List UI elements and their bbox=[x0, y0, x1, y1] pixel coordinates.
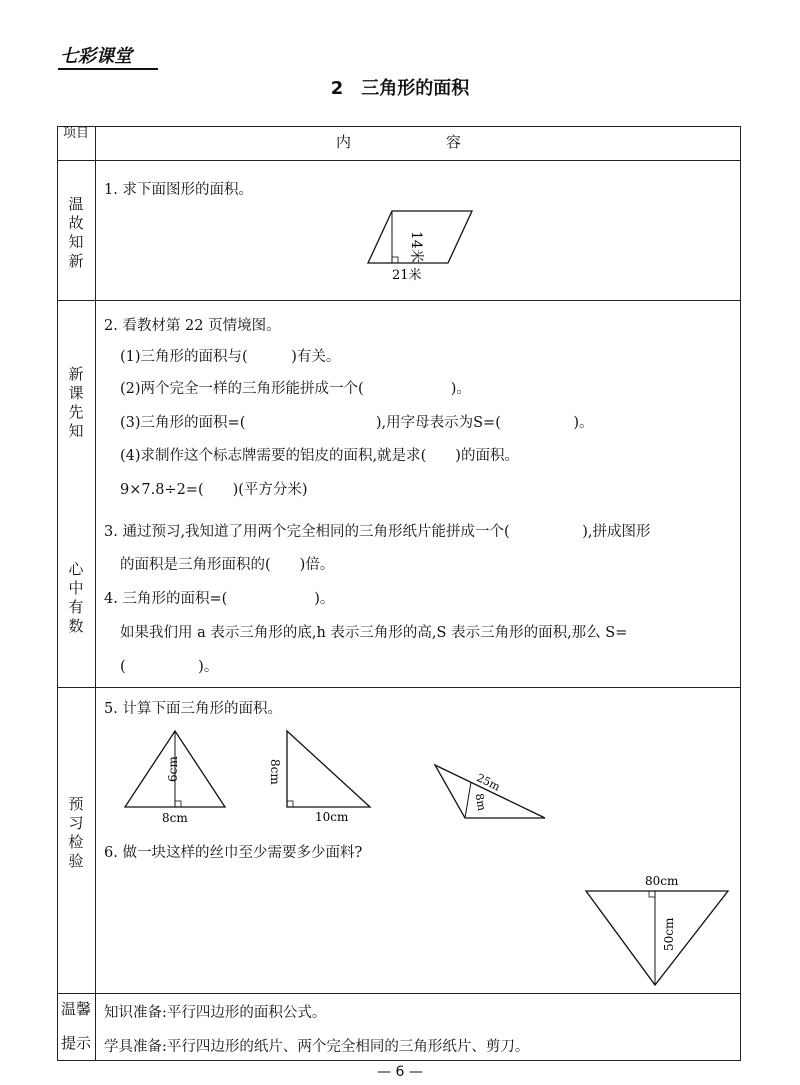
question-2: 2. 看教材第 22 页情境图。 bbox=[104, 318, 281, 334]
scarf-triangle bbox=[586, 891, 728, 985]
title-number: 2 bbox=[330, 78, 344, 99]
scarf-base-label: 80cm bbox=[645, 874, 679, 888]
title-text: 三角形的面积 bbox=[361, 78, 470, 99]
question-2-sub-5: 9×7.8÷2=( )(平方分米) bbox=[120, 482, 308, 498]
section-check: 预习检验 bbox=[68, 795, 84, 870]
triangle-1-base-label: 8cm bbox=[162, 811, 188, 825]
right-angle-mark bbox=[287, 801, 293, 807]
page-number-value: 6 bbox=[395, 1064, 405, 1080]
question-2-sub-4: (4)求制作这个标志牌需要的铝皮的面积,就是求( )的面积。 bbox=[120, 448, 519, 464]
question-3-line-2: 的面积是三角形面积的( )倍。 bbox=[120, 557, 335, 573]
triangle-2 bbox=[287, 731, 370, 807]
triangle-3 bbox=[435, 765, 545, 818]
question-5: 5. 计算下面三角形的面积。 bbox=[104, 701, 282, 717]
triangle-2-base-label: 10cm bbox=[315, 810, 349, 824]
right-angle-mark bbox=[392, 257, 398, 263]
column-header-content: 内 容 bbox=[335, 133, 501, 151]
parallelogram-figure bbox=[360, 205, 480, 287]
page-number: — 6 — bbox=[377, 1064, 423, 1080]
section-heart: 心中有数 bbox=[68, 560, 84, 635]
page-title bbox=[0, 74, 800, 100]
tip-tools: 学具准备:平行四边形的纸片、两个完全相同的三角形纸片、剪刀。 bbox=[104, 1039, 530, 1055]
scarf-height-label: 50cm bbox=[662, 917, 676, 951]
table-divider bbox=[57, 300, 741, 301]
section-tip-a: 温馨 bbox=[60, 1000, 91, 1018]
parallelogram-base-label: 21米 bbox=[392, 268, 422, 283]
section-review: 温故知新 bbox=[68, 195, 84, 270]
logo-underline bbox=[58, 68, 158, 70]
triangles-figure bbox=[115, 725, 565, 830]
question-1: 1. 求下面图形的面积。 bbox=[104, 182, 253, 198]
triangle-3-height-label: 8m bbox=[472, 792, 489, 812]
triangle-3-height bbox=[465, 782, 471, 818]
parallelogram-height-label: 14米 bbox=[408, 231, 424, 263]
scarf-figure bbox=[583, 873, 733, 991]
table-divider bbox=[57, 160, 741, 161]
question-2-sub-3: (3)三角形的面积=( ),用字母表示为S=( )。 bbox=[120, 415, 594, 431]
right-angle-mark bbox=[175, 801, 181, 807]
section-tip-b: 提示 bbox=[60, 1034, 91, 1052]
column-header-item: 项目 bbox=[62, 126, 89, 141]
right-angle-mark bbox=[649, 891, 655, 897]
table-column-divider bbox=[95, 126, 96, 1061]
question-6: 6. 做一块这样的丝巾至少需要多少面料? bbox=[104, 845, 363, 861]
question-4-line-1: 4. 三角形的面积=( )。 bbox=[104, 591, 335, 607]
section-preview-new: 新课先知 bbox=[68, 365, 84, 440]
publisher-logo: 七彩课堂 bbox=[60, 46, 132, 67]
question-4-line-3: ( )。 bbox=[120, 659, 219, 675]
question-3-line-1: 3. 通过预习,我知道了用两个完全相同的三角形纸片能拼成一个( ),拼成图形 bbox=[104, 524, 651, 540]
triangle-1-height-label: 6cm bbox=[166, 756, 180, 782]
triangle-2-height-label: 8cm bbox=[268, 759, 282, 785]
triangle-3-base-label: 25m bbox=[474, 771, 503, 794]
question-2-sub-1: (1)三角形的面积与( )有关。 bbox=[120, 349, 341, 365]
table-divider bbox=[57, 993, 741, 994]
question-2-sub-2: (2)两个完全一样的三角形能拼成一个( )。 bbox=[120, 381, 471, 397]
tip-knowledge: 知识准备:平行四边形的面积公式。 bbox=[104, 1005, 327, 1021]
table-divider bbox=[57, 687, 741, 688]
question-4-line-2: 如果我们用 a 表示三角形的底,h 表示三角形的高,S 表示三角形的面积,那么 S= bbox=[120, 625, 628, 641]
